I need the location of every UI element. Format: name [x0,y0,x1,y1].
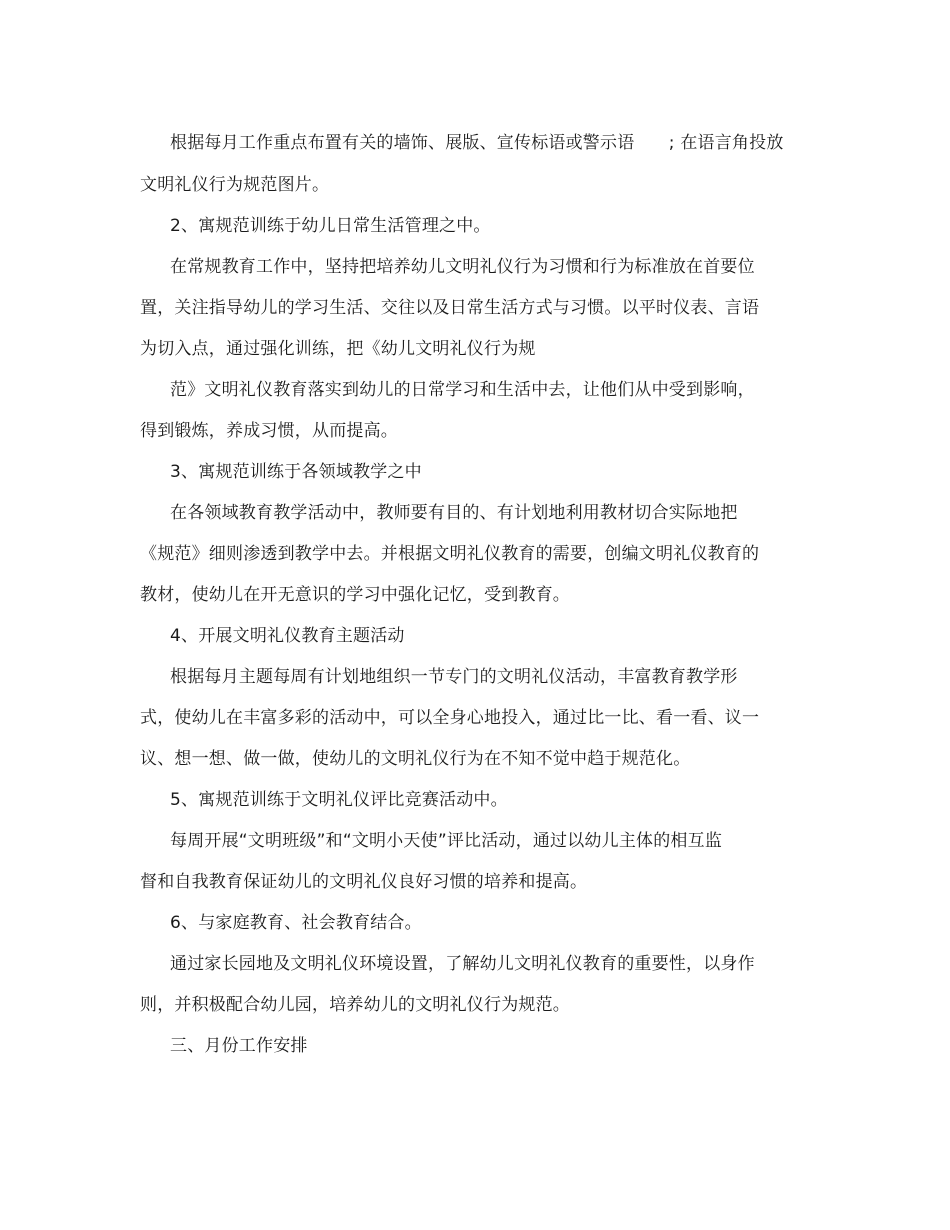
section-heading: 3、寓规范训练于各领域教学之中 [170,462,422,482]
paragraph-line: 在常规教育工作中，坚持把培养幼儿文明礼仪行为习惯和行为标准放在首要位 [170,257,755,277]
paragraph-line: 根据每月工作重点布置有关的墙饰、展版、宣传标语或警示语 ; 在语言角投放 [170,133,784,153]
paragraph-line: 每周开展“文明班级”和“文明小天使”评比活动，通过以幼儿主体的相互监 [170,831,723,851]
paragraph-line: 置，关注指导幼儿的学习生活、交往以及日常生活方式与习惯。以平时仪表、言语 [140,298,760,318]
paragraph-line: 得到锻炼，养成习惯，从而提高。 [140,421,398,441]
paragraph-line: 为切入点，通过强化训练，把《幼儿文明礼仪行为规 [140,339,536,359]
paragraph-line: 教材，使幼儿在开无意识的学习中强化记忆，受到教育。 [140,585,570,605]
paragraph-line: 议、想一想、做一做，使幼儿的文明礼仪行为在不知不觉中趋于规范化。 [140,749,691,769]
section-heading: 4、开展文明礼仪教育主题活动 [170,626,405,646]
paragraph-line: 文明礼仪行为规范图片。 [140,175,330,195]
paragraph-line: 在各领域教育教学活动中，教师要有目的、有计划地利用教材切合实际地把 [170,503,738,523]
section-heading: 6、与家庭教育、社会教育结合。 [170,913,422,933]
section-heading: 5、寓规范训练于文明礼仪评比竞赛活动中。 [170,790,508,810]
paragraph-line: 《规范》细则渗透到教学中去。并根据文明礼仪教育的需要，创编文明礼仪教育的 [140,544,760,564]
paragraph-line: 则，并积极配合幼儿园，培养幼儿的文明礼仪行为规范。 [140,995,570,1015]
paragraph-line: 督和自我教育保证幼儿的文明礼仪良好习惯的培养和提高。 [140,872,588,892]
paragraph-line: 通过家长园地及文明礼仪环境设置，了解幼儿文明礼仪教育的重要性，以身作 [170,954,755,974]
paragraph-line: 根据每月主题每周有计划地组织一节专门的文明礼仪活动，丰富教育教学形 [170,667,738,687]
section-heading: 三、月份工作安排 [170,1036,308,1056]
section-heading: 2、寓规范训练于幼儿日常生活管理之中。 [170,216,491,236]
paragraph-line: 范》文明礼仪教育落实到幼儿的日常学习和生活中去，让他们从中受到影响， [170,380,755,400]
paragraph-line: 式，使幼儿在丰富多彩的活动中，可以全身心地投入，通过比一比、看一看、议一 [140,708,760,728]
